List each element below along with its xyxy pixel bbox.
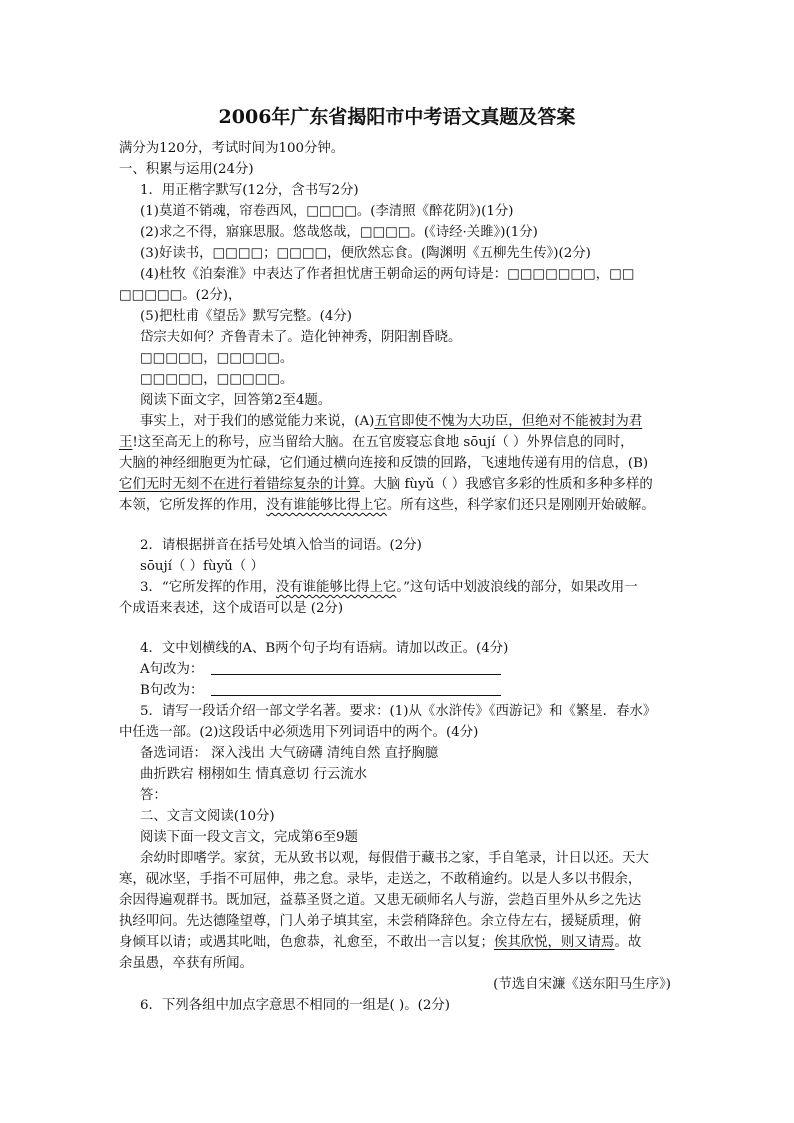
question-1-4-cont: □□□□□。(2分)， — [119, 288, 242, 303]
question-4: 4．文中划横线的A、B两个句子均有语病。请加以改正。(4分) — [140, 641, 509, 656]
answer-label: 答： — [140, 788, 167, 803]
question-2: 2．请根据拼音在括号处填入恰当的词语。(2分) — [140, 538, 422, 553]
classical-text: 身倾耳以请；或遇其叱咄，色愈恭，礼愈至，不敢出一言以复； — [119, 935, 494, 950]
section-2-heading: 二、文言文阅读(10分) — [140, 809, 275, 824]
word-options-1: 备选词语： 深入浅出 大气磅礴 清纯自然 直抒胸臆 — [140, 746, 439, 761]
classical-line-2: 寒，砚冰坚，手指不可屈伸，弗之怠。录毕，走送之，不敢稍逾约。以是人多以书假余， — [119, 872, 642, 887]
question-1-5: (5)把杜甫《望岳》默写完整。(4分) — [140, 309, 353, 324]
classical-line-3: 余因得遍观群书。既加冠，益慕圣贤之道。又患无硕师名人与游，尝趋百里外从乡之先达 — [119, 893, 642, 908]
answer-line-a[interactable] — [211, 660, 501, 675]
question-5-cont: 中任选一部。(2)这段话中必须选用下列词语中的两个。(4分) — [119, 725, 479, 740]
question-1-2: (2)求之不得，寤寐思服。悠哉悠哉，□□□□。(《诗经·关雎》)(1分) — [140, 225, 538, 240]
question-5: 5．请写一段话介绍一部文学名著。要求：(1)从《水浒传》《西游记》和《繁星．春水》 — [140, 704, 657, 719]
classical-line-1: 余幼时即嗜学。家贫，无从致书以观，每假借于藏书之家，手自笔录，计日以还。天大 — [140, 851, 649, 866]
passage-line-2 — [119, 432, 634, 453]
q3-text-2: 。”这句话中划波浪线的部分，如果改用一 — [396, 580, 638, 595]
classical-text: 。故 — [614, 935, 642, 950]
word-options-2: 曲折跌宕 栩栩如生 情真意切 行云流水 — [140, 767, 368, 782]
poem-line-1: 岱宗夫如何？齐鲁青未了。造化钟神秀，阴阳割昏晓。 — [140, 330, 462, 345]
q3-wavy-phrase: 没有谁能够比得上它 — [275, 580, 397, 595]
question-4-a — [140, 659, 501, 680]
classical-line-5 — [119, 932, 641, 953]
passage-text: 。所有这些，科学家们还只是刚刚开始破解。 — [386, 498, 655, 513]
classical-line-4: 执经叩问。先达德隆望尊，门人弟子填其室，未尝稍降辞色。余立侍左右，援疑质理，俯 — [119, 914, 642, 929]
page-title: 2006年广东省揭阳市中考语文真题及答案 — [218, 106, 576, 128]
question-1-4: (4)杜牧《泊秦淮》中表达了作者担忧唐王朝命运的两句诗是：□□□□□□□，□□ — [140, 267, 635, 282]
passage-line-4 — [119, 474, 653, 495]
reading-intro: 阅读下面文字，回答第2至4题。 — [140, 393, 332, 408]
wavy-underlined-phrase: 没有谁能够比得上它 — [266, 498, 387, 513]
poem-line-2: □□□□□，□□□□□。 — [140, 351, 294, 366]
section-1-heading: 一、积累与运用(24分) — [119, 162, 254, 177]
passage-text: 事实上，对于我们的感觉能力来说，(A) — [140, 414, 375, 429]
sentence-b-underlined: 它们无时无刻不在进行着错综复杂的计算 — [119, 477, 361, 492]
passage-line-5 — [119, 495, 655, 516]
passage-text: 。大脑 fùyǔ（ ）我感官多彩的性质和多种多样的 — [360, 477, 653, 492]
question-2-answer: sōují（ ）fùyǔ（ ） — [140, 559, 264, 574]
poem-line-3: □□□□□，□□□□□。 — [140, 372, 294, 387]
passage-line-3: 大脑的神经细胞更为忙碌，它们通过横向连接和反馈的回路，飞速地传递有用的信息，(B) — [119, 456, 649, 471]
passage-text: 本领，它所发挥的作用， — [119, 498, 267, 513]
question-1: 1．用正楷字默写(12分，含书写2分) — [140, 183, 359, 198]
classical-line-6: 余虽愚，卒获有所闻。 — [119, 956, 253, 971]
classical-underlined: 俟其欣悦，则又请焉 — [493, 935, 615, 950]
sentence-a-underlined: 五官即使不愧为大功臣，但绝对不能被封为君 — [374, 414, 643, 429]
answer-line-b[interactable] — [211, 681, 501, 696]
passage-text: !这至高无上的称号，应当留给大脑。在五官废寝忘食地 sōují（ ）外界信息的同时， — [132, 435, 634, 450]
question-4-b — [140, 680, 501, 701]
source-citation: (节选自宋濂《送东阳马生序》) — [493, 977, 671, 992]
question-3-cont: 个成语来表述，这个成语可以是 (2分) — [119, 601, 344, 616]
question-3 — [140, 577, 638, 598]
question-6: 6．下列各组中加点字意思不相同的一组是( )。(2分) — [140, 998, 451, 1013]
question-1-3: (3)好读书，□□□□；□□□□，便欣然忘食。(陶渊明《五柳先生传》)(2分) — [140, 246, 591, 261]
classical-intro: 阅读下面一段文言文，完成第6至9题 — [140, 830, 358, 845]
exam-intro: 满分为120分，考试时间为100分钟。 — [119, 141, 345, 156]
question-1-1: (1)莫道不销魂，帘卷西风，□□□□。(李清照《醉花阴》)(1分) — [140, 204, 514, 219]
q4-b-label: B句改为： — [140, 683, 204, 698]
sentence-a-underlined-end: 王 — [119, 435, 133, 450]
q4-a-label: A句改为： — [140, 662, 204, 677]
q3-text: 3．“它所发挥的作用， — [140, 580, 276, 595]
passage-line-1 — [140, 411, 642, 432]
